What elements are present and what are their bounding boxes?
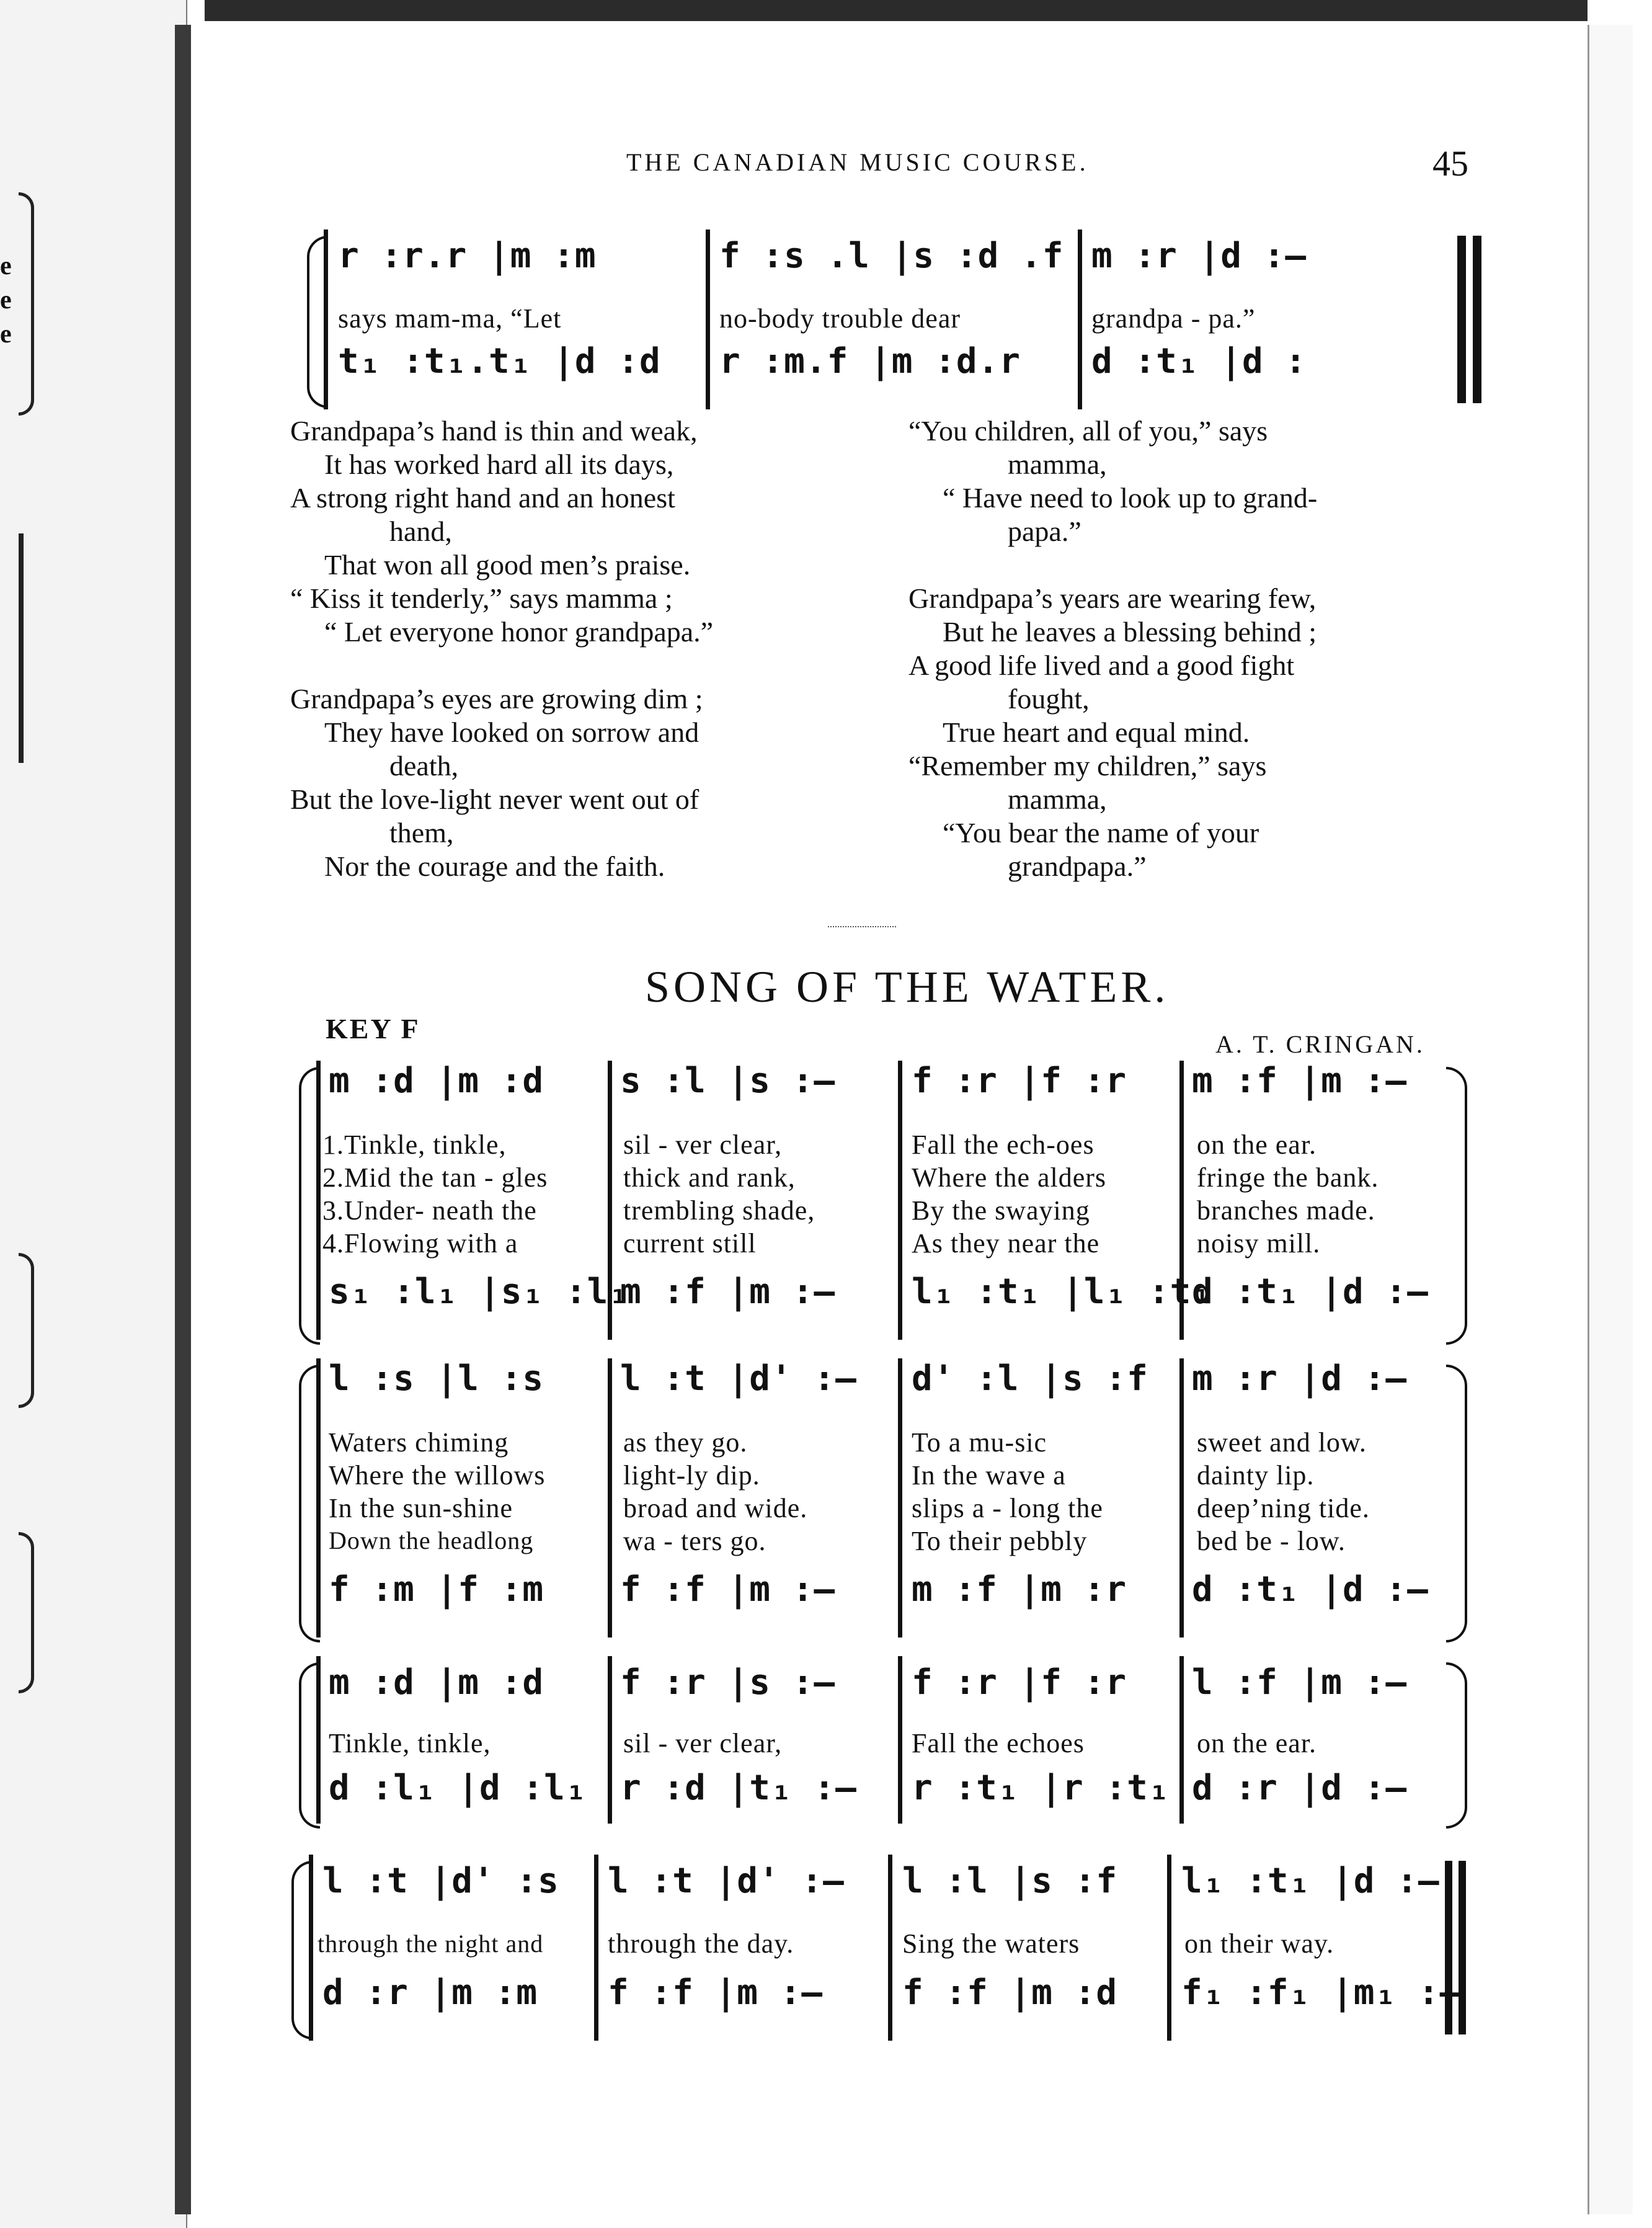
soprano-measure: l :f |m :—: [1192, 1662, 1408, 1703]
running-head: THE CANADIAN MUSIC COURSE.: [626, 148, 1089, 176]
poem-line: grandpapa.”: [1008, 850, 1147, 882]
final-double-bar: [1457, 236, 1466, 403]
poem-line: A good life lived and a good fight: [908, 649, 1295, 681]
verse3-lyric: 3.Under- neath the: [322, 1195, 537, 1226]
alto-measure: f :f |m :d: [902, 1972, 1118, 2013]
soprano-measure: s :l |s :—: [620, 1061, 836, 1101]
alto-measure: d :t₁ |d :—: [1192, 1569, 1429, 1610]
verse2-lyric: fringe the bank.: [1197, 1162, 1379, 1193]
verse1-lyric: 1.Tinkle, tinkle,: [322, 1130, 507, 1160]
verse1-lyric: sil - ver clear,: [623, 1130, 783, 1160]
lyric-line: grandpa - pa.”: [1091, 303, 1256, 334]
stanza-gap: [290, 649, 713, 682]
lyric-line: on their way.: [1184, 1928, 1334, 1959]
soprano-measure: l :t |d' :s: [322, 1861, 559, 1901]
alto-measure: f₁ :f₁ |m₁ :—: [1181, 1972, 1462, 2013]
poem-line: mamma,: [1008, 448, 1107, 480]
soprano-measure: m :d |m :d: [329, 1662, 544, 1703]
soprano-measure: l₁ :t₁ |d :—: [1181, 1861, 1440, 1901]
left-page-letter: e: [0, 252, 12, 280]
soprano-measure: d' :l |s :f: [912, 1358, 1148, 1399]
barline: [1179, 1656, 1184, 1824]
verse2-lyric: thick and rank,: [623, 1162, 796, 1193]
poem-line: Grandpapa’s hand is thin and weak,: [290, 415, 698, 447]
verse3-lyric: trembling shade,: [623, 1195, 815, 1226]
alto-measure: f :f |m :—: [620, 1569, 836, 1610]
lyric-line: through the day.: [608, 1928, 794, 1959]
poem-line: Grandpapa’s years are wearing few,: [908, 582, 1317, 614]
key-signature: KEY F: [326, 1013, 420, 1045]
poem-line: hand,: [389, 515, 452, 547]
barline: [316, 1061, 321, 1340]
poem-right-column: [908, 414, 1317, 883]
verse1-lyric: sweet and low.: [1197, 1427, 1367, 1458]
system-brace-right: [1446, 1067, 1467, 1345]
verse2-lyric: Where the willows: [329, 1460, 546, 1491]
barline: [608, 1358, 612, 1638]
soprano-measure: m :r |d :—: [1192, 1358, 1408, 1399]
poem-line: papa.”: [1008, 515, 1081, 547]
barline: [898, 1358, 902, 1638]
left-page-letter: e: [0, 286, 12, 314]
verse2-lyric: dainty lip.: [1197, 1460, 1315, 1491]
soprano-measure: f :r |f :r: [912, 1662, 1127, 1703]
lyric-line: Sing the waters: [902, 1928, 1080, 1959]
lyric-line: Tinkle, tinkle,: [329, 1728, 491, 1758]
soprano-measure: l :t |d' :—: [608, 1861, 845, 1901]
poem-line: It has worked hard all its days,: [324, 448, 674, 480]
system-brace-right: [1446, 1365, 1467, 1642]
page-number: 45: [1432, 143, 1468, 184]
left-page-brace: [19, 1532, 34, 1693]
barline: [1078, 229, 1082, 409]
verse4-lyric: bed be - low.: [1197, 1526, 1346, 1556]
system-brace-right: [1446, 1662, 1467, 1829]
poem-line: A strong right hand and an honest: [290, 482, 675, 514]
barline: [309, 1855, 313, 2041]
alto-measure: f :f |m :—: [608, 1972, 824, 2013]
alto-measure: r :t₁ |r :t₁: [912, 1768, 1170, 1808]
stanza-gap: [908, 548, 1317, 582]
alto-measure: l₁ :t₁ |l₁ :t₁: [912, 1272, 1214, 1312]
verse3-lyric: broad and wide.: [623, 1493, 808, 1523]
verse3-lyric: In the sun-shine: [329, 1493, 513, 1523]
left-page-rule: [19, 533, 24, 763]
verse2-lyric: light-ly dip.: [623, 1460, 760, 1491]
poem-line: “ Have need to look up to grand-: [943, 482, 1318, 514]
verse3-lyric: branches made.: [1197, 1195, 1375, 1226]
verse3-lyric: slips a - long the: [912, 1493, 1103, 1523]
song-system-4: [291, 1855, 1470, 2041]
barline: [316, 1656, 321, 1824]
poem-line: They have looked on sorrow and: [324, 716, 699, 748]
left-page-letter: e: [0, 320, 12, 349]
verse2-lyric: In the wave a: [912, 1460, 1066, 1491]
alto-measure: m :f |m :r: [912, 1569, 1127, 1610]
soprano-measure: f :s .l |s :d .f: [719, 236, 1064, 276]
poem-line: “ Kiss it tenderly,” says mamma ;: [290, 582, 673, 614]
book-binding: [175, 25, 191, 2214]
poem-line: That won all good men’s praise.: [324, 549, 691, 581]
composer: A. T. CRINGAN.: [1215, 1030, 1425, 1058]
lyric-line: through the night and: [318, 1930, 544, 1958]
soprano-measure: m :r |d :—: [1091, 236, 1307, 276]
alto-measure: r :d |t₁ :—: [620, 1768, 857, 1808]
soprano-measure: l :l |s :f: [902, 1861, 1118, 1901]
poem-line: death,: [389, 750, 459, 782]
soprano-measure: m :f |m :—: [1192, 1061, 1408, 1101]
alto-measure: d :t₁ |d :—: [1192, 1272, 1429, 1312]
barline: [888, 1855, 892, 2041]
alto-measure: f :m |f :m: [329, 1569, 544, 1610]
song-system-2: [291, 1352, 1470, 1644]
alto-measure: s₁ :l₁ |s₁ :l₁: [329, 1272, 631, 1312]
alto-measure: d :l₁ |d :l₁: [329, 1768, 587, 1808]
verse3-lyric: deep’ning tide.: [1197, 1493, 1370, 1523]
verse4-lyric: 4.Flowing with a: [322, 1228, 518, 1259]
alto-measure: t₁ :t₁.t₁ |d :d: [338, 341, 661, 381]
alto-measure: r :m.f |m :d.r: [719, 341, 1021, 381]
verse1-lyric: Fall the ech-oes: [912, 1130, 1095, 1160]
alto-measure: d :r |m :m: [322, 1972, 538, 2013]
alto-measure: d :r |d :—: [1192, 1768, 1408, 1808]
poem-line: True heart and equal mind.: [943, 716, 1250, 748]
verse2-lyric: 2.Mid the tan - gles: [322, 1162, 548, 1193]
section-separator: [828, 926, 896, 927]
left-page-brace: [19, 192, 34, 416]
poem-line: “You bear the name of your: [943, 817, 1259, 849]
song-system-1: [291, 1054, 1470, 1346]
lyric-line: Fall the echoes: [912, 1728, 1085, 1758]
poem-line: “Remember my children,” says: [908, 750, 1267, 782]
soprano-measure: l :s |l :s: [329, 1358, 544, 1399]
verse4-lyric: current still: [623, 1228, 757, 1259]
verse4-lyric: wa - ters go.: [623, 1526, 766, 1556]
barline: [324, 229, 328, 409]
opening-system: [291, 229, 1470, 409]
poem-line: But he leaves a blessing behind ;: [943, 616, 1317, 648]
soprano-measure: l :t |d' :—: [620, 1358, 857, 1399]
soprano-measure: f :r |f :r: [912, 1061, 1127, 1101]
left-page-brace: [19, 1253, 34, 1408]
poem-left-column: [290, 414, 713, 883]
barline: [898, 1656, 902, 1824]
lyric-line: no-body trouble dear: [719, 303, 961, 334]
poem-line: mamma,: [1008, 783, 1107, 815]
page-right-edge: [1588, 25, 1633, 2214]
poem-line: “ Let everyone honor grandpapa.”: [324, 616, 714, 648]
poem-line: Grandpapa’s eyes are growing dim ;: [290, 683, 703, 715]
barline: [1179, 1358, 1184, 1638]
alto-measure: m :f |m :—: [620, 1272, 836, 1312]
verse3-lyric: By the swaying: [912, 1195, 1090, 1226]
verse1-lyric: To a mu-sic: [912, 1427, 1047, 1458]
scan-top-border: [205, 0, 1588, 21]
verse4-lyric: To their pebbly: [912, 1526, 1088, 1556]
soprano-measure: f :r |s :—: [620, 1662, 836, 1703]
final-double-bar: [1473, 236, 1481, 403]
barline: [1167, 1855, 1171, 2041]
poem-line: “You children, all of you,” says: [908, 415, 1268, 447]
lyric-line: on the ear.: [1197, 1728, 1317, 1758]
verse4-lyric: Down the headlong: [329, 1526, 534, 1554]
poem-line: them,: [389, 817, 454, 849]
lyric-line: says mam-ma, “Let: [338, 303, 562, 334]
barline: [898, 1061, 902, 1340]
song-system-3: [291, 1650, 1470, 1830]
verse1-lyric: as they go.: [623, 1427, 748, 1458]
poem-line: fought,: [1008, 683, 1090, 715]
barline: [706, 229, 710, 409]
barline: [608, 1656, 612, 1824]
soprano-measure: r :r.r |m :m: [338, 236, 597, 276]
verse4-lyric: As they near the: [912, 1228, 1100, 1259]
lyric-line: sil - ver clear,: [623, 1728, 783, 1758]
verse4-lyric: noisy mill.: [1197, 1228, 1321, 1259]
poem-line: But the love-light never went out of: [290, 783, 699, 815]
verse1-lyric: on the ear.: [1197, 1130, 1317, 1160]
barline: [316, 1358, 321, 1638]
verse1-lyric: Waters chiming: [329, 1427, 509, 1458]
poem-line: Nor the courage and the faith.: [324, 850, 665, 882]
alto-measure: d :t₁ |d :: [1091, 341, 1307, 381]
barline: [594, 1855, 598, 2041]
verse2-lyric: Where the alders: [912, 1162, 1107, 1193]
song-title: SONG OF THE WATER.: [645, 962, 1170, 1012]
soprano-measure: m :d |m :d: [329, 1061, 544, 1101]
